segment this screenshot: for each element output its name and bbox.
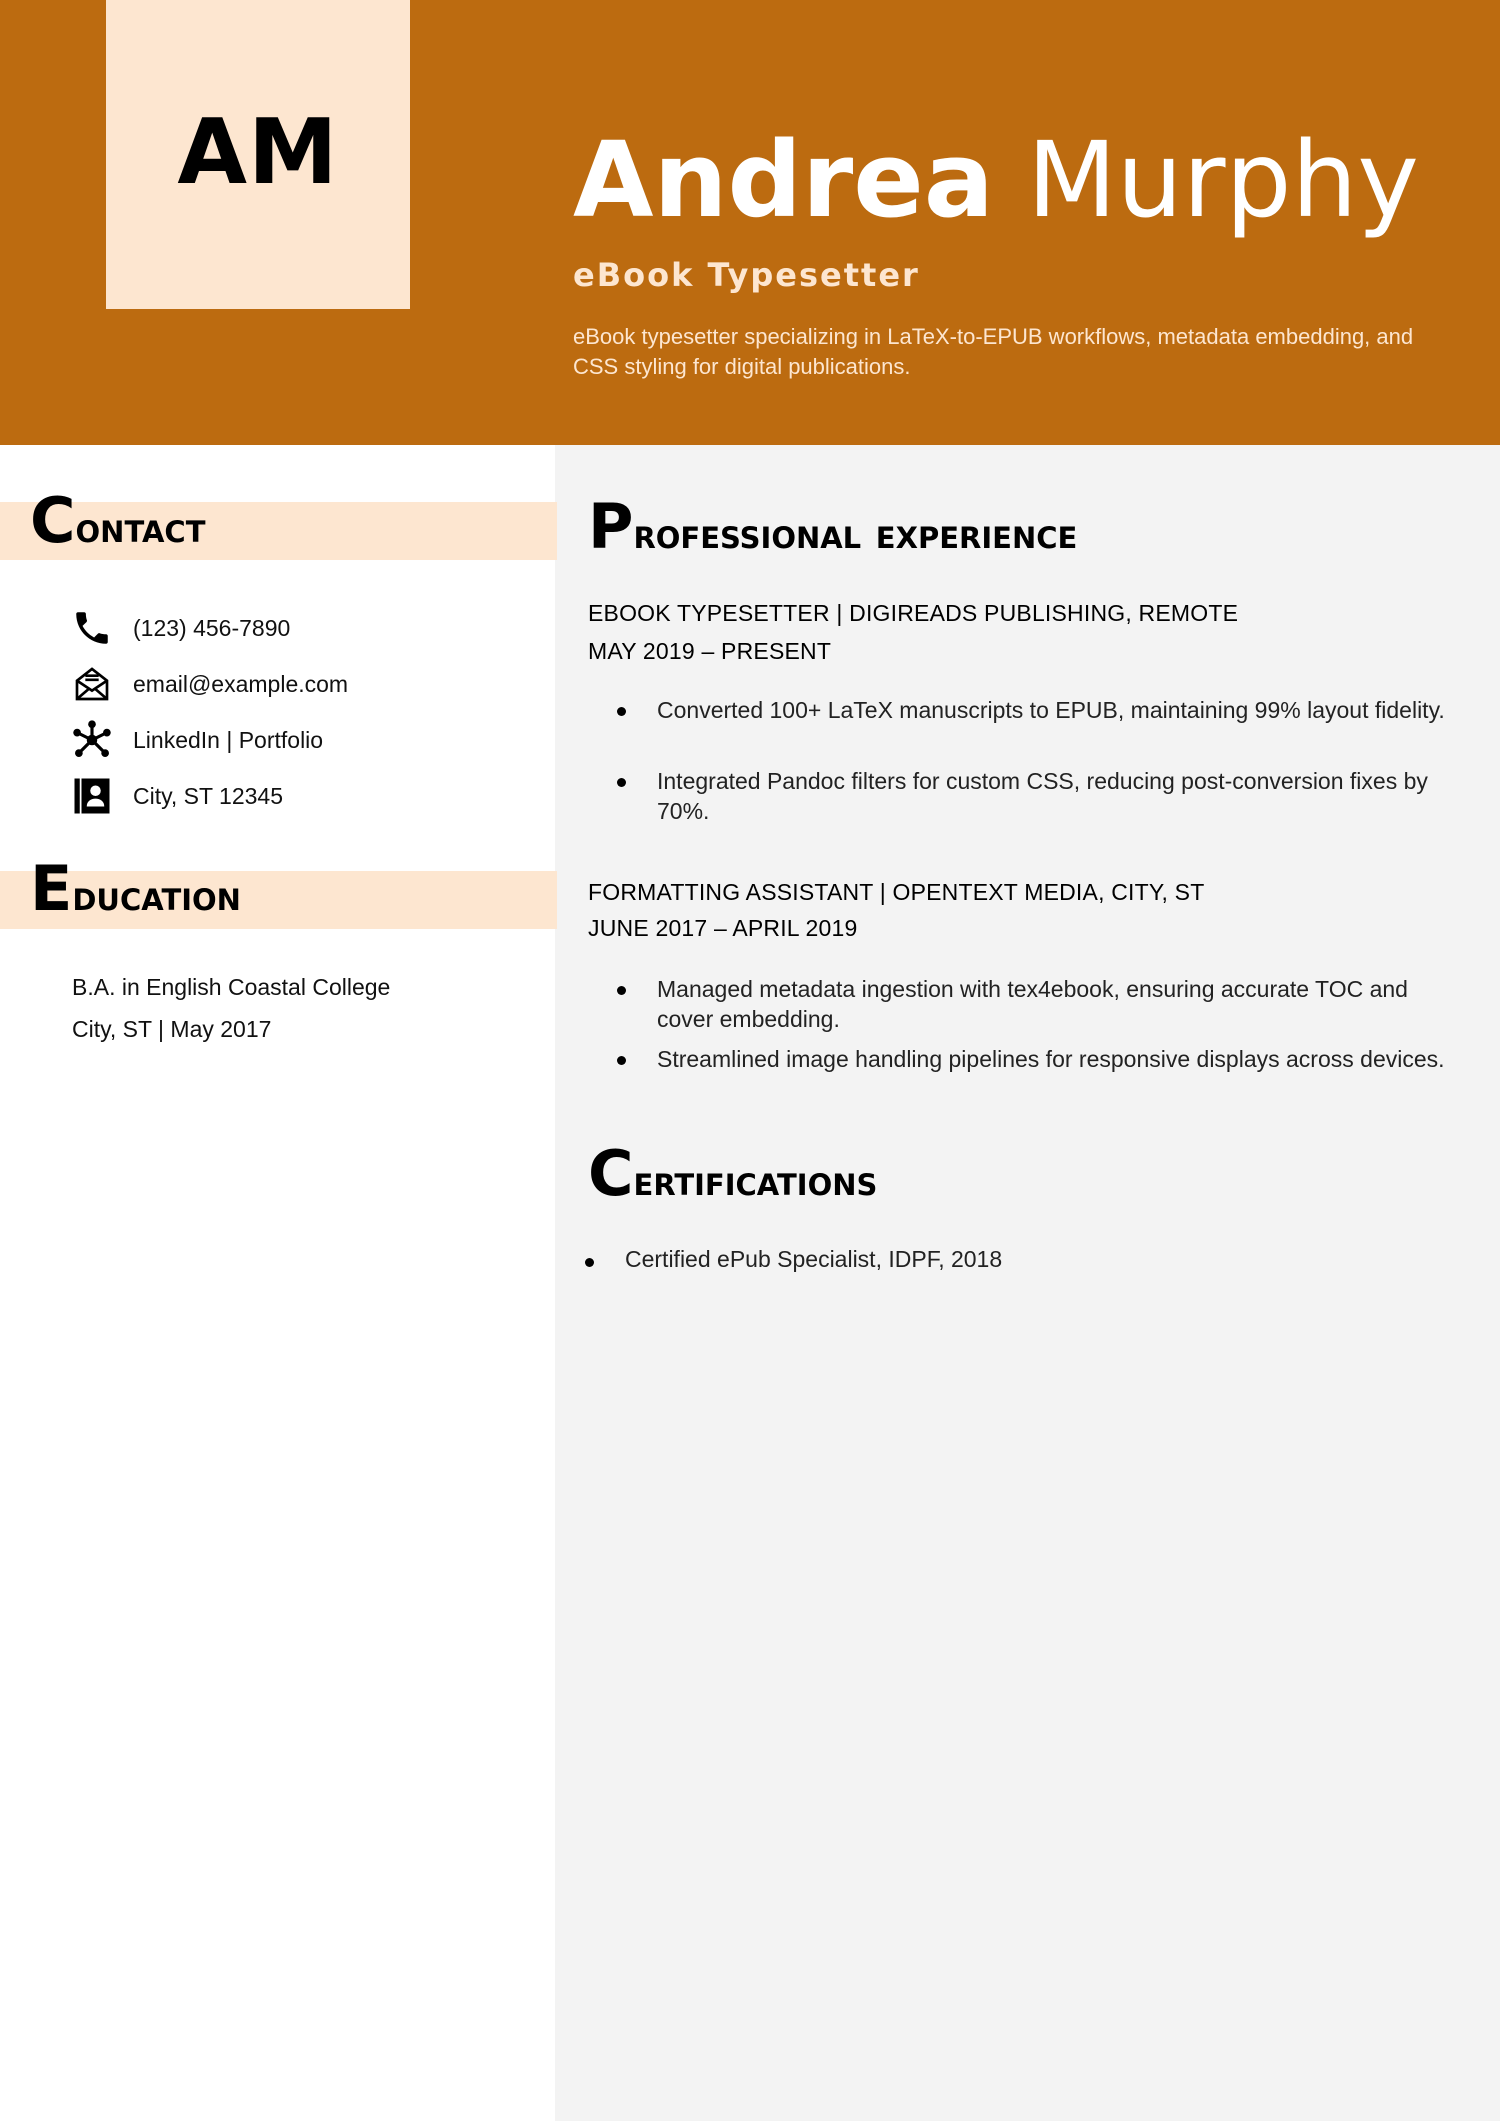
profile-summary: eBook typesetter specializing in LaTeX-to-EPUB workflows, metadata embedding, and CSS styling for digital publications. (573, 324, 1414, 379)
education-details: City, ST | May 2017 (72, 1016, 272, 1042)
contact-title-initial: C (30, 484, 76, 557)
contact-links-text: LinkedIn | Portfolio (133, 726, 324, 753)
job-bullet: Managed metadata ingestion with tex4ebook, ensuring accurate TOC and cover embedding. (657, 974, 1447, 1034)
job-title: EBOOK TYPESETTER | DIGIREADS PUBLISHING, REMOTE (588, 600, 1239, 626)
phone-icon (70, 606, 114, 650)
job-role: eBook Typesetter (573, 256, 920, 294)
contact-email (70, 662, 348, 706)
contact-title (30, 484, 206, 557)
certifications-title-rest: ertifications (633, 1156, 878, 1205)
network-icon (70, 718, 114, 762)
contact-phone (70, 606, 290, 650)
education-title-initial: E (30, 852, 73, 925)
monogram: AM (177, 100, 339, 205)
job-bullet: Converted 100+ LaTeX manuscripts to EPUB, maintaining 99% layout fidelity. (657, 695, 1447, 725)
certification-item: Certified ePub Specialist, IDPF, 2018 (625, 1246, 1003, 1272)
contact-phone-text: (123) 456-7890 (133, 614, 291, 641)
certifications-title-initial: C (588, 1137, 634, 1210)
job-bullet: Streamlined image handling pipelines for responsive displays across devices. (657, 1044, 1447, 1074)
contact-title-rest: ontact (75, 503, 206, 552)
job-dates: MAY 2019 – PRESENT (588, 638, 832, 664)
last-name: Murphy (1027, 119, 1419, 241)
address-book-icon (70, 774, 114, 818)
full-name (573, 118, 1419, 243)
job-bullet: Integrated Pandoc filters for custom CSS, reducing post-conversion fixes by 70%. (657, 766, 1447, 826)
contact-address-text: City, ST 12345 (133, 782, 284, 809)
envelope-icon (70, 662, 114, 706)
education-title (30, 852, 241, 925)
experience-title-rest: rofessional experience (633, 509, 1078, 558)
contact-address (70, 774, 283, 818)
contact-email-text: email@example.com (133, 670, 349, 697)
monogram-box (106, 0, 410, 309)
job-title: FORMATTING ASSISTANT | OPENTEXT MEDIA, CITY, ST (588, 879, 1205, 905)
experience-title-initial: P (588, 490, 634, 563)
contact-links (70, 718, 323, 762)
certifications-title (588, 1137, 878, 1210)
education-title-rest: ducation (72, 871, 241, 920)
job-dates: JUNE 2017 – APRIL 2019 (588, 915, 858, 941)
experience-title (588, 490, 1078, 563)
education-degree: B.A. in English Coastal College (72, 974, 391, 1000)
first-name: Andrea (573, 119, 994, 241)
